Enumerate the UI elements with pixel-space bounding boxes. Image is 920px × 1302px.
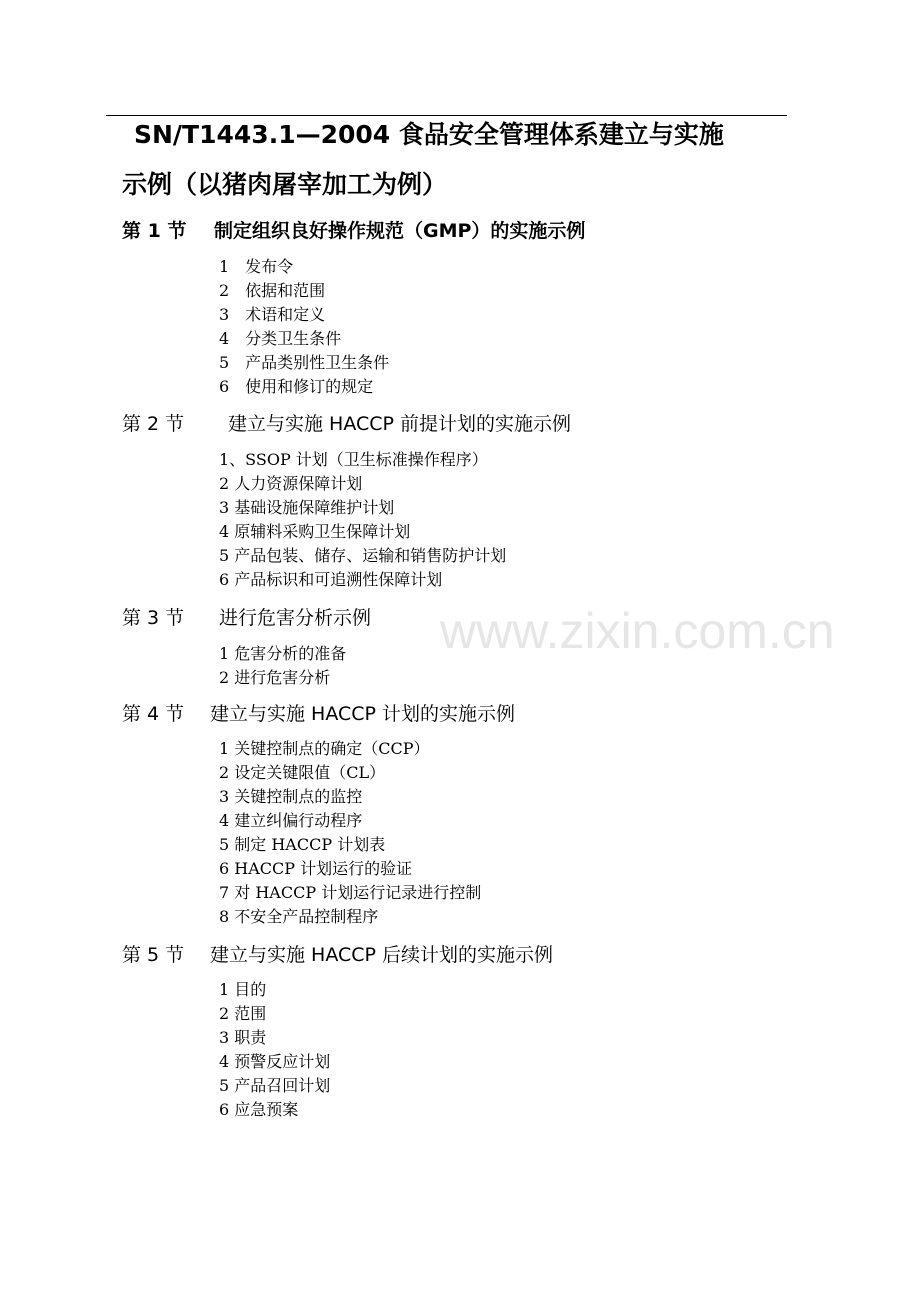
section-heading: [122, 703, 516, 725]
list-item: 3 关键控制点的监控: [219, 787, 363, 806]
list-item: 3 术语和定义: [219, 305, 326, 324]
section-heading: [122, 944, 554, 966]
section-number: 第 1 节: [122, 220, 187, 242]
section-title: 建立与实施 HACCP 后续计划的实施示例: [210, 944, 554, 966]
section-heading: [122, 413, 572, 435]
section-title: 建立与实施 HACCP 计划的实施示例: [210, 703, 516, 725]
list-item: 2 进行危害分析: [219, 668, 331, 687]
list-item: 2 人力资源保障计划: [219, 474, 363, 493]
section-title: 进行危害分析示例: [219, 607, 372, 629]
document-title-line2: 示例（以猪肉屠宰加工为例）: [122, 170, 448, 199]
list-item: 2 范围: [219, 1004, 267, 1023]
list-item: 6 产品标识和可追溯性保障计划: [219, 570, 443, 589]
list-item: 2 设定关键限值（CL）: [219, 763, 386, 782]
list-item: 1、SSOP 计划（卫生标准操作程序）: [219, 450, 488, 469]
section-title: 建立与实施 HACCP 前提计划的实施示例: [228, 413, 572, 435]
list-item: 6 应急预案: [219, 1100, 299, 1119]
list-item: 6 使用和修订的规定: [219, 377, 374, 396]
list-item: 1 目的: [219, 980, 267, 999]
list-item: 7 对 HACCP 计划运行记录进行控制: [219, 883, 482, 902]
list-item: 4 建立纠偏行动程序: [219, 811, 363, 830]
section-heading: [122, 607, 372, 629]
list-item: 1 发布令: [219, 257, 294, 276]
list-item: 1 关键控制点的确定（CCP）: [219, 739, 430, 758]
list-item: 6 HACCP 计划运行的验证: [219, 859, 413, 878]
section-number: 第 5 节: [122, 944, 185, 966]
list-item: 1 危害分析的准备: [219, 644, 347, 663]
list-item: 3 职责: [219, 1028, 267, 1047]
list-item: 8 不安全产品控制程序: [219, 907, 379, 926]
header-rule: [106, 115, 787, 116]
list-item: 4 分类卫生条件: [219, 329, 342, 348]
list-item: 3 基础设施保障维护计划: [219, 498, 395, 517]
section-title: 制定组织良好操作规范（GMP）的实施示例: [214, 220, 586, 242]
section-heading: [122, 220, 586, 242]
section-number: 第 2 节: [122, 413, 185, 435]
list-item: 5 产品类别性卫生条件: [219, 353, 390, 372]
list-item: 2 依据和范围: [219, 281, 326, 300]
list-item: 4 预警反应计划: [219, 1052, 331, 1071]
section-number: 第 3 节: [122, 607, 185, 629]
list-item: 5 产品包装、储存、运输和销售防护计划: [219, 546, 507, 565]
section-number: 第 4 节: [122, 703, 185, 725]
list-item: 4 原辅料采购卫生保障计划: [219, 522, 411, 541]
list-item: 5 制定 HACCP 计划表: [219, 835, 386, 854]
list-item: 5 产品召回计划: [219, 1076, 331, 1095]
document-title-line1: SN/T1443.1—2004 食品安全管理体系建立与实施: [134, 120, 724, 149]
watermark: www.zixin.com.cn: [440, 603, 835, 659]
